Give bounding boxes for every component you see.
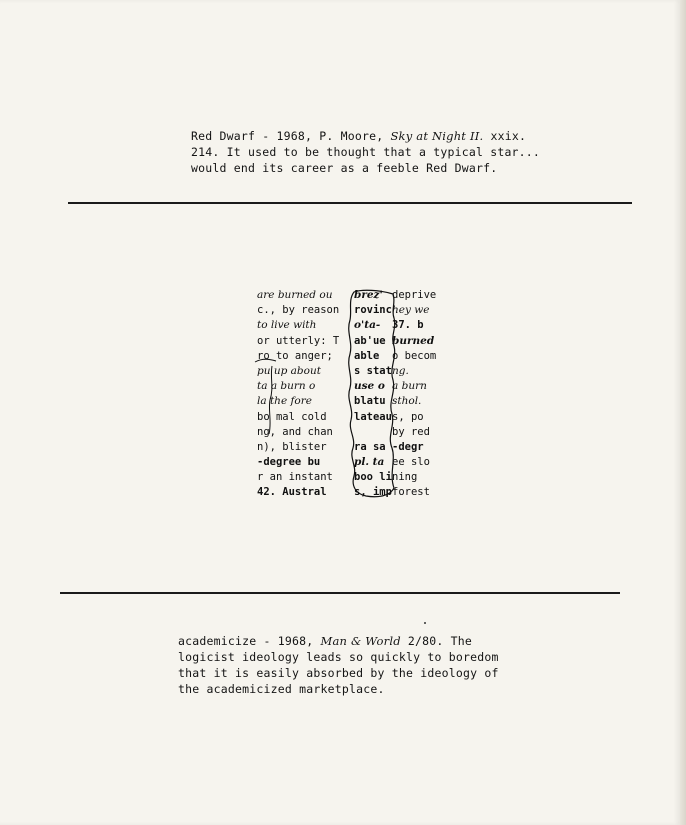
collage-fragment: or utterly: T [257,334,340,347]
entry-red-dwarf-line-1 [191,128,540,144]
divider-top [68,202,632,204]
collage-fragment: by red [392,425,430,438]
entry-academicize-line-2: logicist ideology leads so quickly to boredom [178,650,499,664]
divider-bottom [60,592,620,594]
collage-fragment: o'ta- [354,319,381,332]
collage-fragment: forest [392,486,430,499]
collage-fragment: deprive [392,289,437,301]
collage-fragment: s stat [354,364,392,377]
entry-red-dwarf [191,128,540,176]
collage-fragment: burned [392,334,435,347]
collage-fragment: o becom [392,349,437,362]
collage-right-column [392,288,436,501]
collage-fragment: pl. ta [354,456,385,469]
collage-fragment: 37. b [392,319,424,332]
speck [424,622,426,624]
entry-red-dwarf-line-2: 214. It used to be thought that a typical star... [191,145,541,159]
collage-fragment [354,425,392,440]
entry-academicize-volume: 2/80. The [400,634,473,648]
entry-academicize-headword: academicize - 1968, [178,634,321,648]
entry-academicize-citation: Man & World [320,634,401,648]
collage-middle-column [354,288,392,501]
collage-fragment: use o [354,380,385,393]
collage-fragment: ng, and chan [257,425,333,438]
collage-fragment: pu up about [257,364,321,377]
collage-fragment: sthol. [392,395,422,408]
collage-fragment: ning [392,471,418,484]
collage-fragment: ee slo [392,456,430,469]
collage-fragment: are burned ou [257,289,333,301]
show-through-text [498,92,501,106]
entry-red-dwarf-volume: xxix. [483,129,527,143]
collage-fragment: ab'ue [354,334,386,347]
page-edge [680,0,686,825]
collage-fragment: to live with [257,319,317,332]
entry-academicize-line-4: the academicized marketplace. [178,682,385,696]
collage-fragment: able [354,349,380,362]
collage-fragment: ra sa [354,440,386,453]
collage-fragment: s, imp [354,486,392,499]
entry-academicize-line-1 [178,633,499,649]
collage-fragment: bo mal cold [257,410,327,423]
collage-fragment: 42. Austral [257,486,327,499]
collage-fragment: -degr [392,440,424,453]
text-collage [250,288,450,508]
entry-academicize-line-3: that it is easily absorbed by the ideology of [178,666,499,680]
collage-fragment: n), blister [257,440,327,453]
collage-fragment: hey we [392,304,430,317]
collage-fragment: brez' [354,289,383,301]
collage-fragment: ta a burn o [257,380,316,393]
collage-fragment: ro to anger; [257,349,333,362]
collage-fragment: blatu [354,395,386,408]
collage-fragment: rovinc [354,304,392,317]
collage-left-column [257,288,339,501]
entry-red-dwarf-citation: Sky at Night II. [390,129,484,143]
collage-fragment: s, po [392,410,424,423]
collage-fragment: c., by reason [257,304,340,317]
collage-fragment: r an instant [257,471,333,484]
entry-red-dwarf-headword: Red Dwarf - 1968, P. Moore, [191,129,391,143]
collage-fragment: -degree bu [257,456,321,469]
entry-red-dwarf-line-3: would end its career as a feeble Red Dwarf. [191,161,498,175]
collage-fragment: a burn [392,380,427,393]
collage-fragment: boo li [354,471,392,484]
collage-fragment: lateau [354,410,392,423]
collage-fragment: la the fore [257,395,312,408]
entry-academicize [178,633,499,697]
collage-fragment: ng. [392,364,409,377]
